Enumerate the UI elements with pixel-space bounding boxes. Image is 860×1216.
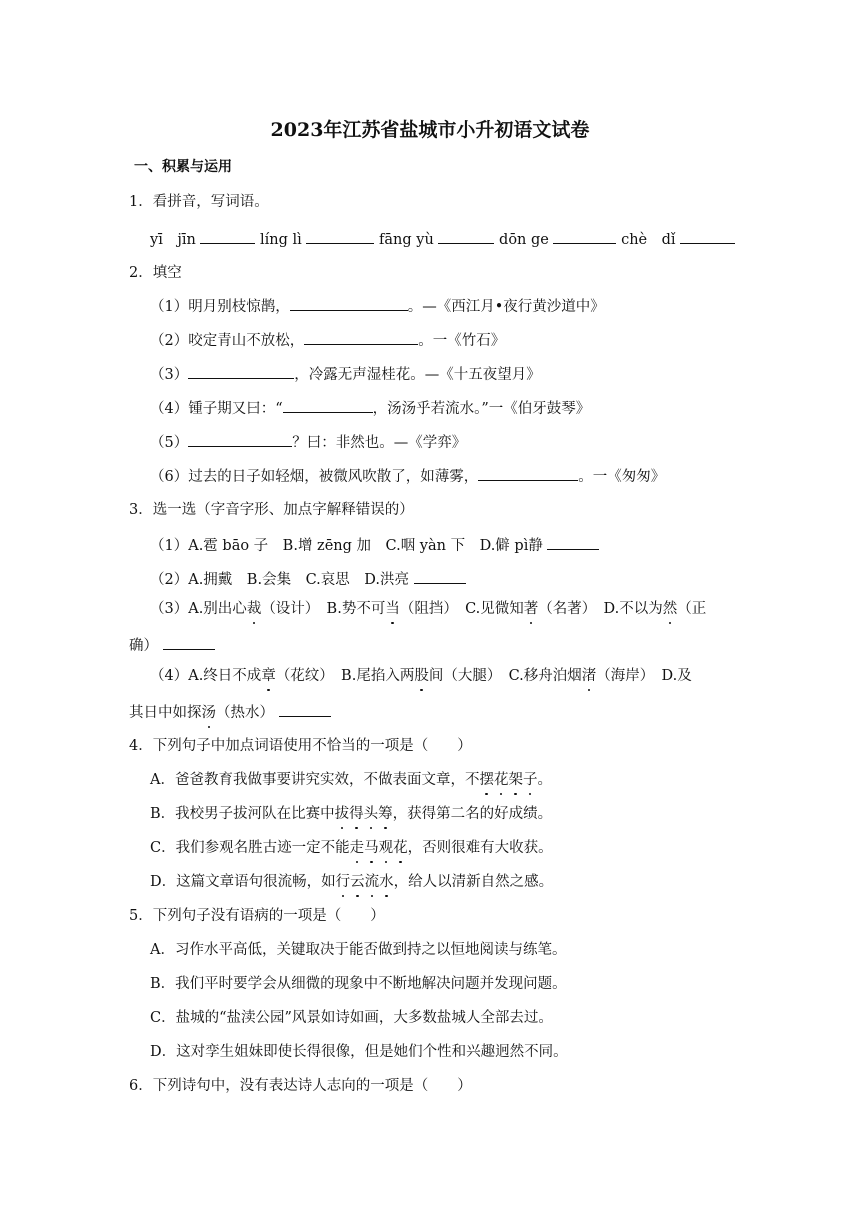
question-6	[129, 1076, 472, 1096]
fill-item	[150, 398, 590, 419]
option-c[interactable]: C．盐城的“盐渎公园”风景如诗如画，大多数盐城人全部去过。	[150, 1010, 553, 1026]
option-d[interactable]	[150, 872, 553, 892]
answer-blank[interactable]	[553, 229, 616, 244]
question-1	[129, 192, 269, 212]
dotted-char: 水	[379, 874, 394, 890]
dotted-word	[479, 772, 537, 788]
option-c[interactable]	[150, 838, 553, 858]
option-b[interactable]	[150, 804, 552, 824]
choice-text: （正	[677, 601, 707, 617]
fill-item-prefix: （1）明月别枝惊鹊，	[150, 299, 290, 315]
dotted-char: 花	[493, 772, 509, 788]
choice-text: （1）A.雹 bāo 子 B.增 zēng 加 C.咽 yàn 下 D.僻 pì静	[150, 538, 543, 554]
fill-item-suffix: 。一《竹石》	[418, 333, 506, 349]
answer-blank[interactable]	[306, 229, 374, 244]
dotted-word	[336, 874, 394, 890]
choice-text: （设计） B.势不可	[261, 601, 386, 617]
fill-item	[150, 364, 541, 385]
question-number: 5．	[129, 908, 153, 924]
question-2	[129, 263, 182, 283]
question-4	[129, 736, 472, 756]
dotted-char: 马	[364, 840, 379, 856]
question-number: 4．	[129, 738, 153, 754]
choice-text: 确）	[129, 638, 158, 654]
option-text: ，获得第二名的好成绩。	[392, 806, 553, 822]
dotted-char: 筹	[378, 806, 393, 822]
dotted-char: 子	[522, 772, 538, 788]
dotted-char: 当	[385, 601, 400, 617]
choice-text: （热水）	[216, 705, 274, 721]
answer-blank[interactable]	[547, 535, 599, 550]
answer-blank[interactable]	[414, 569, 466, 584]
answer-blank[interactable]	[438, 229, 494, 244]
fill-item	[150, 330, 505, 351]
question-text: 下列句子中加点词语使用不恰当的一项是（ ）	[152, 738, 472, 754]
option-d[interactable]: D．这对孪生姐妹即使长得很像，但是她们个性和兴趣迥然不同。	[150, 1044, 568, 1060]
question-number: 2．	[129, 265, 153, 281]
choice-text: 其日中如探	[129, 705, 202, 721]
choice-text: （阻挡） C.见微知	[399, 601, 524, 617]
fill-item-suffix: ，冷露无声湿桂花。—《十五夜望月》	[294, 367, 541, 383]
answer-blank[interactable]	[279, 702, 331, 717]
question-number: 1．	[129, 194, 153, 210]
dotted-char: 裁	[246, 601, 262, 617]
choice-line	[150, 666, 692, 686]
pinyin-item: yī jīn	[150, 232, 196, 248]
question-text: 下列句子没有语病的一项是（ ）	[152, 908, 385, 924]
option-text: ，否则很难有大收获。	[407, 840, 553, 856]
answer-blank[interactable]	[290, 296, 408, 311]
answer-blank[interactable]	[163, 635, 215, 650]
fill-item-prefix: （3）	[150, 367, 189, 383]
choice-line	[150, 599, 706, 619]
answer-blank[interactable]	[478, 466, 578, 481]
answer-blank[interactable]	[680, 229, 735, 244]
answer-blank[interactable]	[304, 330, 418, 345]
dotted-char: 行	[335, 874, 351, 890]
fill-item-prefix: （5）	[150, 435, 189, 451]
dotted-char: 摆	[479, 772, 494, 788]
question-3	[129, 500, 414, 520]
pinyin-item: chè dǐ	[621, 232, 676, 248]
choice-text: （2）A.拥戴 B.会集 C.哀思 D.洪亮	[150, 572, 409, 588]
choice-line	[150, 569, 466, 590]
dotted-word	[335, 806, 393, 822]
dotted-char: 架	[508, 772, 523, 788]
dotted-char: 花	[393, 840, 408, 856]
option-b[interactable]: B．我们平时要学会从细微的现象中不断地解决问题并发现问题。	[150, 976, 567, 992]
choice-line	[129, 635, 215, 656]
choice-line	[150, 535, 599, 556]
fill-item-prefix: （4）锺子期又曰：“	[150, 401, 283, 417]
fill-item-prefix: （2）咬定青山不放松，	[150, 333, 305, 349]
dotted-char: 章	[261, 668, 276, 684]
option-text: C．我们参观名胜古迹一定不能	[150, 840, 350, 856]
fill-item-suffix: 。一《匆匆》	[578, 469, 666, 485]
pinyin-item: fāng yù	[379, 232, 434, 248]
option-a[interactable]: A．习作水平高低，关键取决于能否做到持之以恒地阅读与练笔。	[150, 942, 567, 958]
dotted-char: 著	[523, 601, 539, 617]
dotted-char: 得	[349, 806, 364, 822]
dotted-char: 汤	[201, 705, 216, 721]
dotted-char: 渚	[581, 668, 597, 684]
question-number: 6．	[129, 1078, 153, 1094]
option-text: D．这篇文章语句很流畅，如	[150, 874, 336, 890]
fill-item	[150, 432, 466, 453]
dotted-char: 头	[363, 806, 379, 822]
question-text: 下列诗句中，没有表达诗人志向的一项是（ ）	[152, 1078, 472, 1094]
option-text: A．爸爸教育我做事要讲究实效，不做表面文章，不	[150, 772, 480, 788]
dotted-char: 云	[350, 874, 365, 890]
page-title: 2023年江苏省盐城市小升初语文试卷	[270, 119, 590, 141]
fill-item	[150, 296, 605, 317]
dotted-char: 拔	[334, 806, 350, 822]
choice-text: （3）A.别出心	[150, 601, 247, 617]
dotted-char: 然	[662, 601, 678, 617]
question-text: 选一选（字音字形、加点字解释错误的）	[152, 502, 414, 518]
answer-blank[interactable]	[188, 364, 294, 379]
choice-text: （花纹） B.尾掐入两	[275, 668, 415, 684]
dotted-word	[350, 840, 408, 856]
dotted-char: 股	[414, 668, 429, 684]
choice-text: 间（大腿） C.移舟泊烟	[428, 668, 582, 684]
section-heading: 一、积累与运用	[134, 159, 232, 175]
answer-blank[interactable]	[283, 398, 373, 413]
choice-text: （名著） D.不以为	[538, 601, 663, 617]
question-text: 看拼音，写词语。	[152, 194, 269, 210]
answer-blank[interactable]	[200, 229, 255, 244]
fill-item-suffix: 。—《西江月•夜行黄沙道中》	[407, 299, 605, 315]
fill-item-prefix: （6）过去的日子如轻烟，被微风吹散了，如薄雾，	[150, 469, 479, 485]
choice-text: （海岸） D.及	[596, 668, 692, 684]
dotted-char: 走	[349, 840, 365, 856]
choice-text: （4）A.终日不成	[150, 668, 262, 684]
dotted-char: 流	[364, 874, 380, 890]
answer-blank[interactable]	[188, 432, 292, 447]
dotted-char: 观	[378, 840, 394, 856]
pinyin-item: dōn ge	[499, 232, 549, 248]
option-text: B．我校男子拔河队在比赛中	[150, 806, 335, 822]
option-a[interactable]	[150, 770, 552, 790]
fill-item-suffix: ，汤汤乎若流水。”一《伯牙鼓琴》	[372, 401, 591, 417]
fill-item	[150, 466, 665, 487]
option-text: ，给人以清新自然之感。	[393, 874, 554, 890]
option-text: 。	[537, 772, 552, 788]
question-number: 3．	[129, 502, 153, 518]
fill-item-suffix: ？曰：非然也。—《学弈》	[292, 435, 467, 451]
pinyin-row	[150, 229, 735, 250]
pinyin-item: líng lì	[260, 232, 302, 248]
choice-line	[129, 702, 331, 723]
question-5	[129, 906, 385, 926]
question-text: 填空	[152, 265, 182, 281]
